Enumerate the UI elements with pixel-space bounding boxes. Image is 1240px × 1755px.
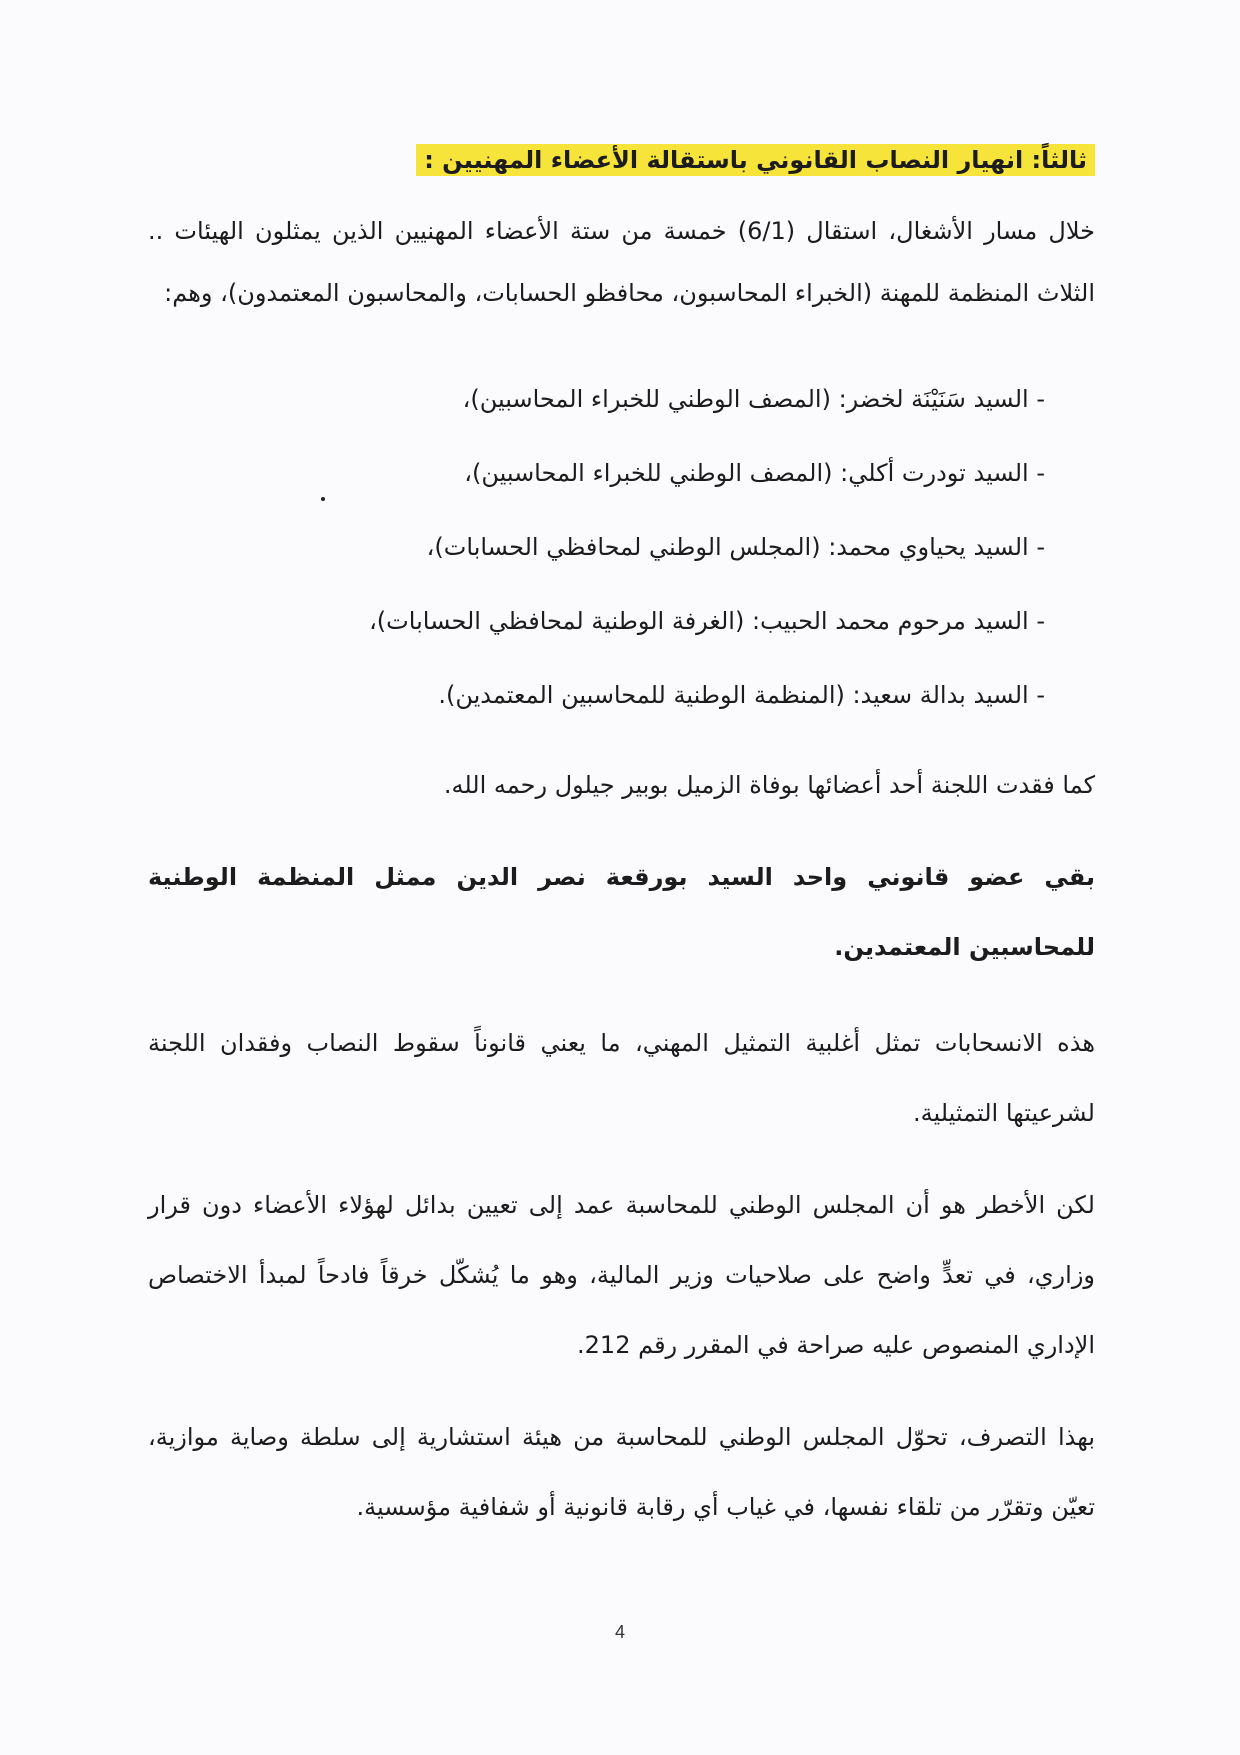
list-item: - السيد يحياوي محمد: (المجلس الوطني لمحافظي الحسابات)، [426, 533, 1045, 561]
loss-note-paragraph: كما فقدت اللجنة أحد أعضائها بوفاة الزميل بوبير جيلول رحمه الله. [443, 771, 1095, 799]
conclusion-paragraph: بهذا التصرف، تحوّل المجلس الوطني للمحاسبة من هيئة استشارية إلى سلطة وصاية موازية، تعيّن وتقرّر من تلقاء نفسها، في غياب أي رقابة قانونية أو شفافية مؤسسية. [148, 1423, 1095, 1521]
page-content [148, 140, 1095, 1564]
list-item: - السيد تودرت أكلي: (المصف الوطني للخبراء المحاسبين)، [464, 459, 1045, 487]
withdrawals-paragraph: هذه الانسحابات تمثل أغلبية التمثيل المهني، ما يعني قانوناً سقوط النصاب وفقدان اللجنة لشرعيتها التمثيلية. [148, 1029, 1095, 1127]
section-heading-text: ثالثاً: انهيار النصاب القانوني باستقالة الأعضاء المهنيين : [416, 144, 1095, 176]
remaining-member-paragraph: بقي عضو قانوني واحد السيد بورقعة نصر الدين ممثل المنظمة الوطنية للمحاسبين المعتمدين. [148, 863, 1095, 961]
resigned-members-list [148, 362, 1095, 732]
page-number: 4 [614, 1622, 625, 1642]
intro-paragraph: خلال مسار الأشغال، استقال (6/1) خمسة من ستة الأعضاء المهنيين الذين يمثلون الهيئات .. الثلاث المنظمة للمهنة (الخبراء المحاسبون، محافظو الحسابات، والمحاسبون المعتمدون)، وهم: [148, 217, 1096, 307]
list-item: - السيد بدالة سعيد: (المنظمة الوطنية للمحاسبين المعتمدين). [438, 681, 1045, 709]
list-item: - السيد مرحوم محمد الحبيب: (الغرفة الوطنية لمحافظي الحسابات)، [369, 607, 1045, 635]
list-item: - السيد سَنَيْنَة لخضر: (المصف الوطني للخبراء المحاسبين)، [462, 385, 1045, 413]
scan-dot [321, 497, 325, 501]
section-heading [148, 140, 1095, 180]
danger-paragraph: لكن الأخطر هو أن المجلس الوطني للمحاسبة عمد إلى تعيين بدائل لهؤلاء الأعضاء دون قرار وزاري، في تعدٍّ واضح على صلاحيات وزير المالية، وهو ما يُشكّل خرقاً فادحاً لمبدأ الاختصاص الإداري المنصوص عليه صراحة في المقرر رقم 212. [148, 1191, 1095, 1359]
